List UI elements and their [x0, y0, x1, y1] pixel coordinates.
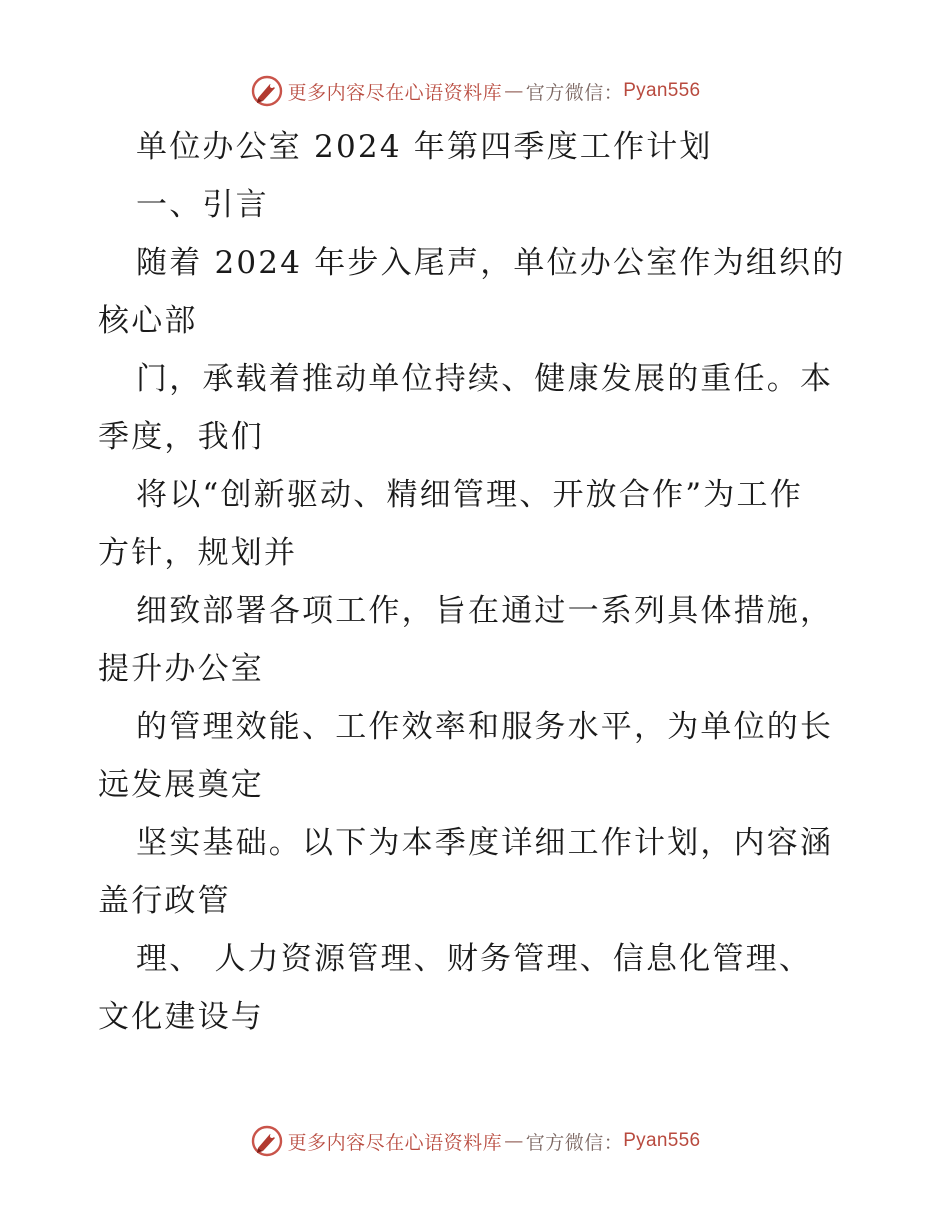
paragraph-line: 将以“创新驱动、精细管理、开放合作”为工作	[136, 477, 803, 513]
watermark-dash: —	[504, 80, 524, 102]
paragraph-line: 随着 2024 年步入尾声，单位办公室作为组织的	[136, 245, 846, 281]
document-title: 单位办公室 2024 年第四季度工作计划	[136, 129, 713, 165]
watermark-label: 官方微信：	[525, 1131, 624, 1154]
paragraph-line: 理、 人力资源管理、财务管理、信息化管理、	[136, 941, 813, 977]
paragraph-line: 细致部署各项工作，旨在通过一系列具体措施，	[136, 593, 834, 629]
pen-logo-icon	[250, 1124, 284, 1158]
watermark-label: 官方微信：	[525, 81, 624, 104]
paragraph-line: 文化建设与	[98, 999, 264, 1035]
section-heading: 一、引言	[136, 187, 269, 223]
watermark-account: Pyan556	[623, 80, 701, 101]
paragraph-line: 提升办公室	[98, 651, 264, 687]
header-watermark	[0, 74, 950, 108]
paragraph-line: 季度，我们	[98, 419, 264, 455]
paragraph-line: 盖行政管	[98, 883, 231, 919]
footer-watermark	[0, 1124, 950, 1158]
paragraph-line: 方针，规划并	[98, 535, 298, 571]
paragraph-line: 门，承载着推动单位持续、健康发展的重任。本	[136, 361, 834, 397]
paragraph-line: 的管理效能、工作效率和服务水平，为单位的长	[136, 709, 834, 745]
watermark-site-text: 更多内容尽在心语资料库	[287, 81, 503, 104]
document-body	[98, 118, 868, 1046]
pen-logo-icon	[250, 74, 284, 108]
watermark-account: Pyan556	[623, 1130, 701, 1151]
paragraph-line: 坚实基础。以下为本季度详细工作计划，内容涵	[136, 825, 834, 861]
paragraph-line: 核心部	[98, 303, 198, 339]
watermark-dash: —	[504, 1130, 524, 1152]
paragraph-line: 远发展奠定	[98, 767, 264, 803]
watermark-site-text: 更多内容尽在心语资料库	[287, 1131, 503, 1154]
